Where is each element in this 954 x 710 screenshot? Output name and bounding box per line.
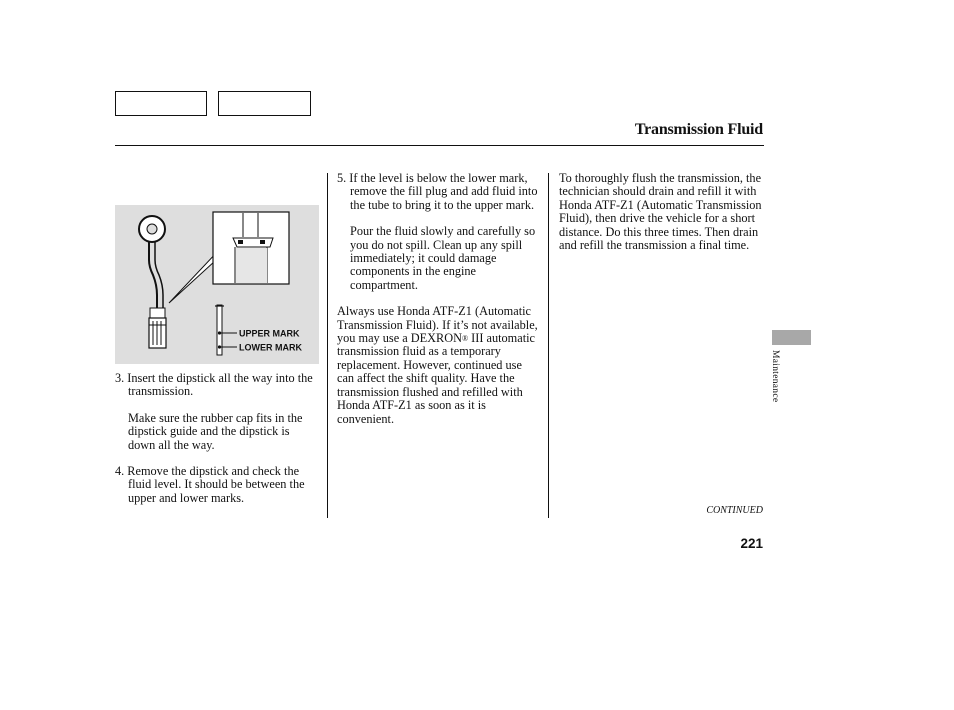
section-label: Maintenance: [770, 350, 780, 403]
step-5: 5. If the level is below the lower mark, remove the fill plug and add fluid into the tube to bring it to the upper mark.: [337, 171, 538, 212]
column-1: [115, 372, 319, 505]
nav-box-left[interactable]: [115, 91, 207, 116]
column-divider-1: [327, 173, 328, 518]
continued-label: CONTINUED: [706, 505, 763, 516]
upper-mark-label: UPPER MARK: [239, 328, 300, 339]
page-title: Transmission Fluid: [634, 121, 763, 138]
step-3-note: Make sure the rubber cap fits in the dipstick guide and the dipstick is down all the way.: [128, 410, 303, 452]
nav-box-right[interactable]: [218, 91, 311, 116]
fluid-note-part2: III automatic transmission fluid as a temporary replacement. However, continued use can affect the shift quality. Have the transmission flushed and refilled with Honda ATF-Z1 as soon as it is convenient.: [337, 331, 535, 426]
fluid-note-part1: Always use Honda ATF-Z1 (Automatic Transmission Fluid). If it’s not available, you may use a DEXRON: [337, 304, 538, 346]
column-2: [337, 172, 541, 426]
dipstick-drawing: [115, 205, 319, 364]
lower-mark-label: LOWER MARK: [239, 342, 302, 353]
step-4: 4. Remove the dipstick and check the fluid level. It should be between the upper and lower marks.: [115, 464, 305, 505]
column-divider-2: [548, 173, 549, 518]
page-number: 221: [740, 536, 763, 551]
dipstick-illustration: [115, 205, 319, 364]
flush-note: To thoroughly flush the transmission, the technician should drain and refill it with Honda ATF-Z1 (Automatic Transmission Fluid), then drive the vehicle for a short distance. Do this three times. Then drain and refill the transmission a final time.: [559, 171, 762, 253]
fluid-note: [337, 305, 541, 426]
column-3: [559, 172, 767, 252]
step-3: 3. Insert the dipstick all the way into the transmission.: [115, 371, 313, 399]
registered-mark: ®: [462, 334, 469, 344]
section-tab[interactable]: [772, 330, 811, 345]
header-rule: [115, 145, 764, 146]
step-5-note: Pour the fluid slowly and carefully so you do not spill. Clean up any spill immediately; it could damage components in the engine compartment.: [350, 224, 536, 292]
